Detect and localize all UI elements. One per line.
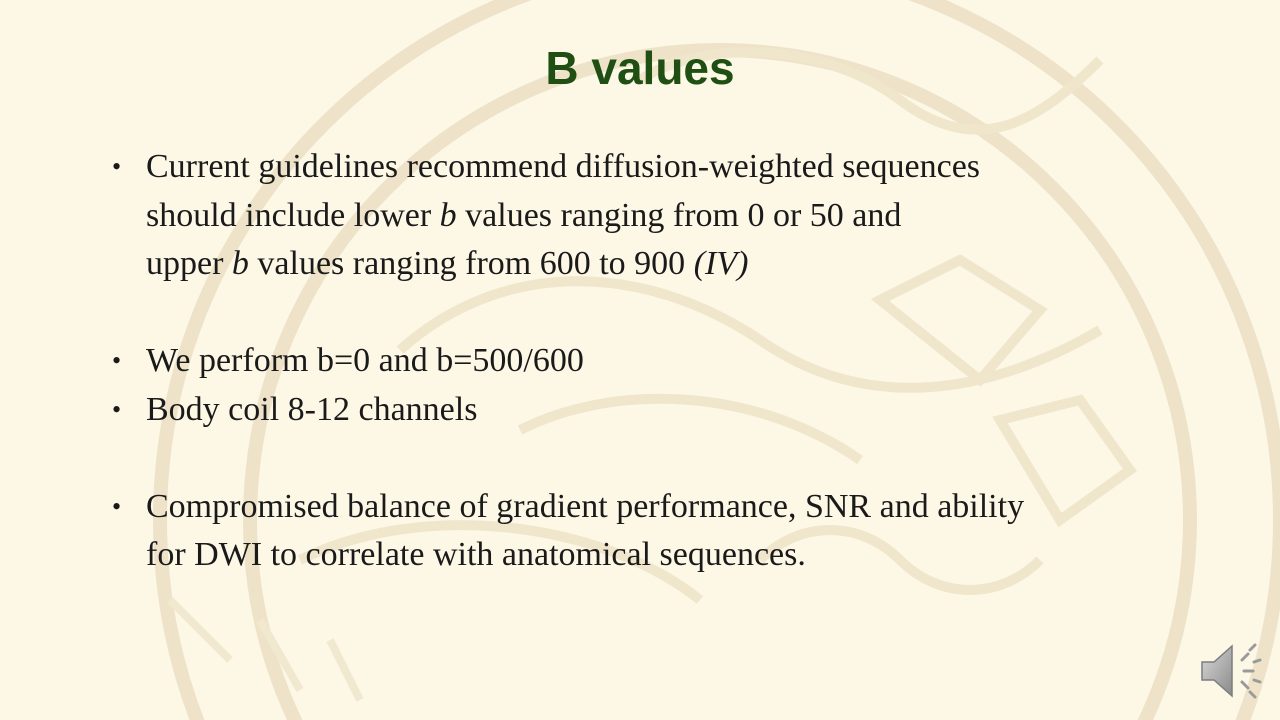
italic-text: b	[231, 245, 249, 282]
text-run: Compromised balance of gradient performance, SNR and ability	[146, 487, 1025, 525]
bullet-dot: •	[112, 152, 122, 181]
bullet-line	[146, 531, 1190, 580]
bullet-line	[146, 337, 1190, 386]
text-run: Current guidelines recommend diffusion-weighted sequences	[146, 148, 981, 185]
text-run: should include lower	[146, 196, 440, 234]
bullet-dot: •	[112, 346, 122, 375]
bullet-spacer	[110, 434, 1190, 483]
text-run: Body coil 8-12 channels	[146, 390, 478, 428]
bullet-line	[146, 143, 1190, 192]
text-run: for DWI to correlate with anatomical sequences.	[146, 536, 806, 573]
bullet-item	[110, 483, 1190, 580]
text-run: We perform b=0 and b=500/600	[146, 342, 584, 379]
text-run: upper	[146, 245, 232, 282]
bullet-dot: •	[112, 394, 122, 424]
text-run: values ranging from 0 or 50 and	[456, 196, 902, 234]
bullet-item	[110, 386, 1190, 435]
speaker-icon[interactable]	[1198, 640, 1264, 702]
bullet-list	[110, 143, 1190, 580]
text-run: values ranging from 600 to 900	[248, 245, 694, 282]
italic-text: (IV)	[693, 245, 749, 282]
bullet-dot: •	[112, 491, 122, 521]
bullet-item	[110, 337, 1190, 386]
bullet-line	[146, 386, 1190, 435]
italic-text: b	[439, 196, 457, 234]
bullet-item	[110, 143, 1190, 289]
bullet-line	[146, 192, 1190, 241]
slide-title: B values	[545, 42, 735, 94]
bullet-spacer	[110, 289, 1190, 338]
bullet-line	[146, 483, 1190, 532]
bullet-line	[146, 240, 1190, 289]
